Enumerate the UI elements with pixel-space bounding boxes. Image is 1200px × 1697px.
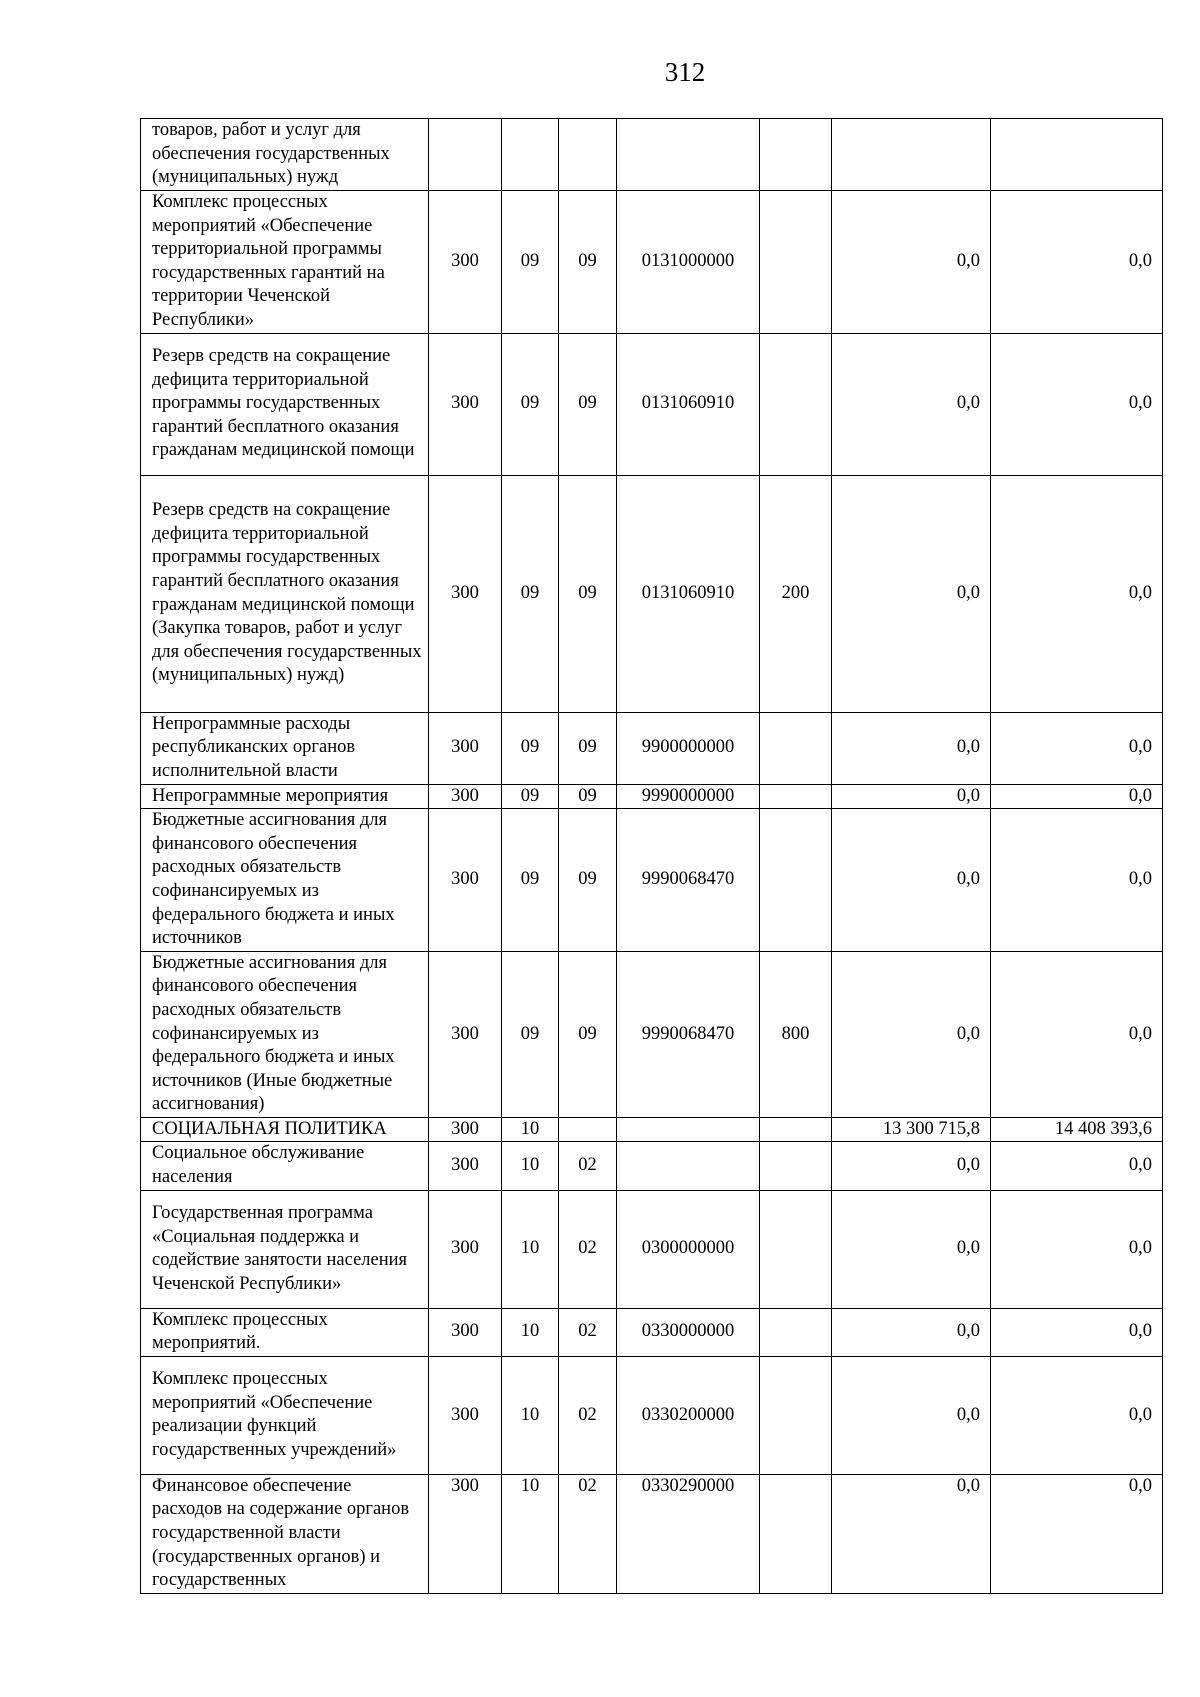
row-sum-2: 0,0 — [991, 712, 1163, 784]
row-rz: 09 — [502, 333, 559, 475]
row-sum-1: 0,0 — [832, 1190, 991, 1308]
table-row — [141, 1308, 1163, 1356]
row-csr: 0330000000 — [617, 1308, 760, 1356]
row-rz: 10 — [502, 1142, 559, 1190]
row-grbs: 300 — [429, 1117, 502, 1142]
row-rz: 10 — [502, 1308, 559, 1356]
row-csr: 9990068470 — [617, 951, 760, 1117]
row-csr: 0131000000 — [617, 191, 760, 334]
row-sum-1: 0,0 — [832, 1308, 991, 1356]
row-vr — [760, 712, 832, 784]
row-sum-1: 13 300 715,8 — [832, 1117, 991, 1142]
row-sum-2: 0,0 — [991, 333, 1163, 475]
row-grbs: 300 — [429, 191, 502, 334]
row-name: Бюджетные ассигнования для финансового обеспечения расходных обязательств софинансируемых из федерального бюджета и иных источников — [141, 809, 429, 952]
row-rz: 09 — [502, 191, 559, 334]
row-sum-2: 0,0 — [991, 1474, 1163, 1593]
budget-table — [140, 118, 1163, 1594]
row-rz: 09 — [502, 809, 559, 952]
row-grbs — [429, 119, 502, 191]
row-vr — [760, 1190, 832, 1308]
row-pr: 02 — [559, 1474, 617, 1593]
row-name: Социальное обслуживание населения — [141, 1142, 429, 1190]
row-pr — [559, 119, 617, 191]
row-sum-2: 0,0 — [991, 1356, 1163, 1474]
row-rz: 10 — [502, 1190, 559, 1308]
row-pr: 02 — [559, 1190, 617, 1308]
table-row — [141, 951, 1163, 1117]
row-name: Резерв средств на сокращение дефицита территориальной программы государственных гарантий бесплатного оказания гражданам медицинской помощи (Закупка товаров, работ и услуг для обеспечения государственных (муниципальных) нужд) — [141, 475, 429, 712]
row-pr: 02 — [559, 1142, 617, 1190]
table-row — [141, 119, 1163, 191]
row-name: Государственная программа «Социальная поддержка и содействие занятости населения Чеченской Республики» — [141, 1190, 429, 1308]
row-rz: 10 — [502, 1117, 559, 1142]
row-grbs: 300 — [429, 1142, 502, 1190]
row-vr — [760, 1474, 832, 1593]
row-name: товаров, работ и услуг для обеспечения государственных (муниципальных) нужд — [141, 119, 429, 191]
row-sum-2: 0,0 — [991, 475, 1163, 712]
row-vr — [760, 1117, 832, 1142]
row-csr: 9990000000 — [617, 784, 760, 809]
row-grbs: 300 — [429, 712, 502, 784]
row-csr: 9990068470 — [617, 809, 760, 952]
row-csr: 9900000000 — [617, 712, 760, 784]
row-sum-1: 0,0 — [832, 475, 991, 712]
row-name: СОЦИАЛЬНАЯ ПОЛИТИКА — [141, 1117, 429, 1142]
row-vr — [760, 1356, 832, 1474]
row-sum-2 — [991, 119, 1163, 191]
row-vr — [760, 119, 832, 191]
row-csr: 0131060910 — [617, 333, 760, 475]
row-grbs: 300 — [429, 1356, 502, 1474]
row-sum-2: 0,0 — [991, 1142, 1163, 1190]
row-vr — [760, 809, 832, 952]
row-grbs: 300 — [429, 951, 502, 1117]
row-pr: 09 — [559, 712, 617, 784]
row-grbs: 300 — [429, 784, 502, 809]
row-pr: 09 — [559, 475, 617, 712]
table-row — [141, 475, 1163, 712]
row-csr: 0330290000 — [617, 1474, 760, 1593]
row-pr: 02 — [559, 1308, 617, 1356]
row-csr — [617, 1142, 760, 1190]
row-vr — [760, 191, 832, 334]
row-name: Непрограммные мероприятия — [141, 784, 429, 809]
row-name: Комплекс процессных мероприятий «Обеспечение реализации функций государственных учреждений» — [141, 1356, 429, 1474]
table-row — [141, 712, 1163, 784]
row-sum-2: 0,0 — [991, 951, 1163, 1117]
row-pr: 09 — [559, 191, 617, 334]
row-csr — [617, 119, 760, 191]
table-row — [141, 1190, 1163, 1308]
row-rz — [502, 119, 559, 191]
row-vr — [760, 333, 832, 475]
row-grbs: 300 — [429, 1474, 502, 1593]
row-sum-2: 0,0 — [991, 1308, 1163, 1356]
row-rz: 09 — [502, 712, 559, 784]
row-rz: 09 — [502, 784, 559, 809]
row-vr: 800 — [760, 951, 832, 1117]
table-row — [141, 1142, 1163, 1190]
row-sum-1: 0,0 — [832, 1142, 991, 1190]
row-sum-1: 0,0 — [832, 951, 991, 1117]
row-grbs: 300 — [429, 1308, 502, 1356]
row-sum-1 — [832, 119, 991, 191]
row-grbs: 300 — [429, 475, 502, 712]
row-rz: 09 — [502, 475, 559, 712]
table-row — [141, 784, 1163, 809]
row-pr: 09 — [559, 333, 617, 475]
row-sum-2: 0,0 — [991, 784, 1163, 809]
row-vr — [760, 784, 832, 809]
row-pr — [559, 1117, 617, 1142]
row-sum-1: 0,0 — [832, 1474, 991, 1593]
table-row — [141, 191, 1163, 334]
row-name: Финансовое обеспечение расходов на содержание органов государственной власти (государственных органов) и государственных — [141, 1474, 429, 1593]
row-grbs: 300 — [429, 809, 502, 952]
row-name: Бюджетные ассигнования для финансового обеспечения расходных обязательств софинансируемых из федерального бюджета и иных источников (Иные бюджетные ассигнования) — [141, 951, 429, 1117]
row-sum-2: 0,0 — [991, 809, 1163, 952]
page-number: 312 — [664, 57, 706, 87]
row-csr: 0300000000 — [617, 1190, 760, 1308]
row-name: Резерв средств на сокращение дефицита территориальной программы государственных гарантий бесплатного оказания гражданам медицинской помощи — [141, 333, 429, 475]
row-grbs: 300 — [429, 1190, 502, 1308]
row-sum-1: 0,0 — [832, 333, 991, 475]
table-row — [141, 1356, 1163, 1474]
row-grbs: 300 — [429, 333, 502, 475]
row-pr: 09 — [559, 951, 617, 1117]
row-sum-2: 0,0 — [991, 191, 1163, 334]
row-vr — [760, 1142, 832, 1190]
table-row — [141, 809, 1163, 952]
row-sum-1: 0,0 — [832, 712, 991, 784]
row-sum-1: 0,0 — [832, 1356, 991, 1474]
table-row — [141, 333, 1163, 475]
row-rz: 10 — [502, 1356, 559, 1474]
row-pr: 02 — [559, 1356, 617, 1474]
row-sum-1: 0,0 — [832, 191, 991, 334]
row-name: Непрограммные расходы республиканских органов исполнительной власти — [141, 712, 429, 784]
row-name: Комплекс процессных мероприятий «Обеспечение территориальной программы государственных гарантий на территории Чеченской Республики» — [141, 191, 429, 334]
row-pr: 09 — [559, 784, 617, 809]
row-sum-1: 0,0 — [832, 784, 991, 809]
row-vr — [760, 1308, 832, 1356]
row-sum-1: 0,0 — [832, 809, 991, 952]
table-row — [141, 1474, 1163, 1593]
row-csr: 0330200000 — [617, 1356, 760, 1474]
row-vr: 200 — [760, 475, 832, 712]
row-name: Комплекс процессных мероприятий. — [141, 1308, 429, 1356]
row-pr: 09 — [559, 809, 617, 952]
table-row — [141, 1117, 1163, 1142]
row-sum-2: 14 408 393,6 — [991, 1117, 1163, 1142]
row-rz: 10 — [502, 1474, 559, 1593]
row-rz: 09 — [502, 951, 559, 1117]
row-csr: 0131060910 — [617, 475, 760, 712]
row-sum-2: 0,0 — [991, 1190, 1163, 1308]
row-csr — [617, 1117, 760, 1142]
